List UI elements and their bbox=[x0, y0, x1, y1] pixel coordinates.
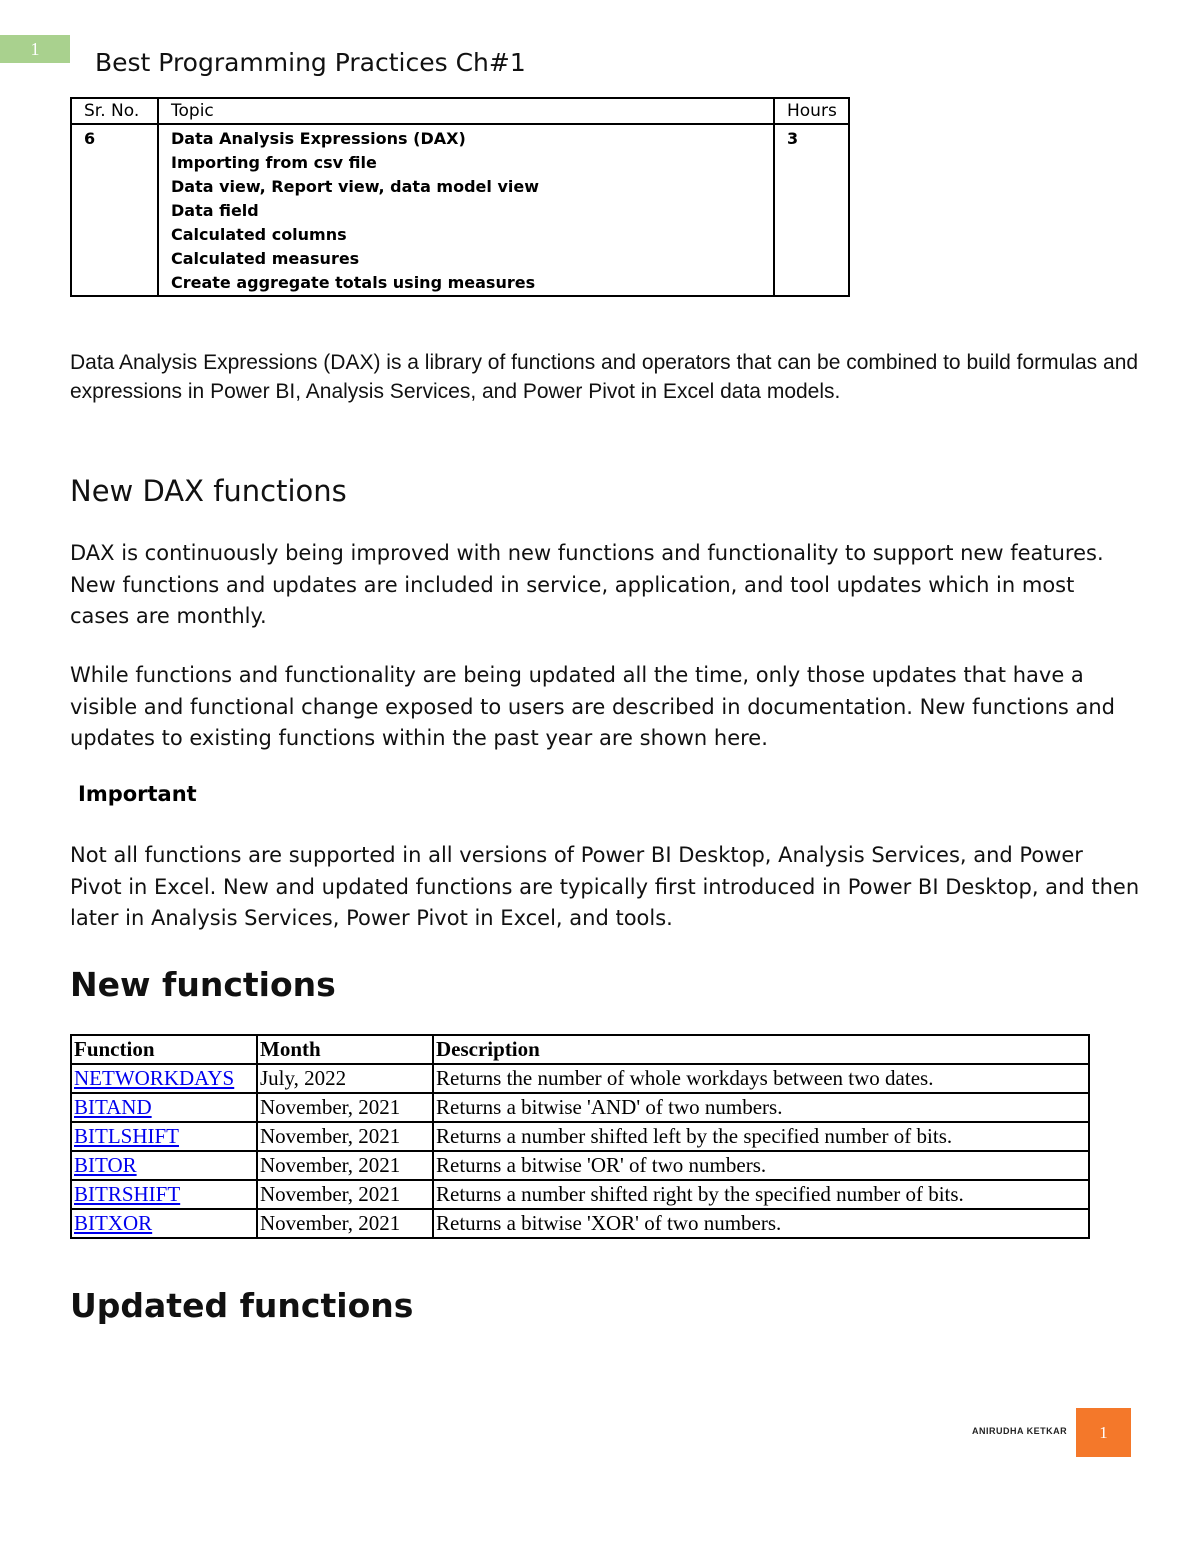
table-row bbox=[71, 1151, 1089, 1180]
function-link-bitor[interactable]: BITOR bbox=[74, 1153, 137, 1177]
topic-table-header-sr-no: Sr. No. bbox=[71, 98, 158, 124]
header-page-number-badge: 1 bbox=[0, 35, 70, 63]
footer-author: ANIRUDHA KETKAR bbox=[972, 1426, 1068, 1436]
topic-table bbox=[70, 97, 850, 297]
paragraph-improvements: DAX is continuously being improved with new functions and functionality to support new features. New functions and updates are included in service, application, and tool updates which in most cases are monthly. bbox=[70, 541, 1104, 628]
function-link-bitrshift[interactable]: BITRSHIFT bbox=[74, 1182, 181, 1206]
topic-item: Calculated columns bbox=[171, 225, 347, 244]
function-link-bitxor[interactable]: BITXOR bbox=[74, 1211, 153, 1235]
table-row bbox=[71, 1180, 1089, 1209]
month-cell: November, 2021 bbox=[257, 1180, 433, 1209]
month-cell: November, 2021 bbox=[257, 1209, 433, 1238]
topic-list-cell bbox=[158, 124, 774, 296]
table-row bbox=[71, 1093, 1089, 1122]
description-cell: Returns a bitwise 'OR' of two numbers. bbox=[433, 1151, 1089, 1180]
table-row bbox=[71, 1209, 1089, 1238]
footer-page-number-badge: 1 bbox=[1076, 1408, 1131, 1457]
month-cell: November, 2021 bbox=[257, 1093, 433, 1122]
functions-header-function: Function bbox=[71, 1035, 257, 1064]
topic-table-row bbox=[71, 124, 849, 296]
description-cell: Returns a number shifted right by the specified number of bits. bbox=[433, 1180, 1089, 1209]
topic-table-header-topic: Topic bbox=[158, 98, 774, 124]
document-header-title: Best Programming Practices Ch#1 bbox=[95, 48, 526, 77]
topic-hours-cell: 3 bbox=[774, 124, 849, 296]
topic-item: Importing from csv file bbox=[171, 153, 377, 172]
topic-item: Create aggregate totals using measures bbox=[171, 273, 536, 292]
description-cell: Returns the number of whole workdays between two dates. bbox=[433, 1064, 1089, 1093]
table-row bbox=[71, 1122, 1089, 1151]
description-cell: Returns a bitwise 'XOR' of two numbers. bbox=[433, 1209, 1089, 1238]
topic-sr-no-cell: 6 bbox=[71, 124, 158, 296]
new-dax-functions-heading: New DAX functions bbox=[70, 474, 347, 508]
topic-item: Data Analysis Expressions (DAX) bbox=[171, 129, 466, 148]
description-cell: Returns a bitwise 'AND' of two numbers. bbox=[433, 1093, 1089, 1122]
important-label: Important bbox=[78, 782, 197, 806]
new-functions-heading: New functions bbox=[70, 965, 336, 1004]
function-cell bbox=[71, 1122, 257, 1151]
topic-table-header-hours: Hours bbox=[774, 98, 849, 124]
functions-table-header-row bbox=[71, 1035, 1089, 1064]
function-link-bitlshift[interactable]: BITLSHIFT bbox=[74, 1124, 179, 1148]
description-cell: Returns a number shifted left by the specified number of bits. bbox=[433, 1122, 1089, 1151]
function-cell bbox=[71, 1093, 257, 1122]
function-cell bbox=[71, 1180, 257, 1209]
function-cell bbox=[71, 1209, 257, 1238]
function-link-networkdays[interactable]: NETWORKDAYS bbox=[74, 1066, 235, 1090]
functions-header-description: Description bbox=[433, 1035, 1089, 1064]
topic-item: Data field bbox=[171, 201, 259, 220]
table-row bbox=[71, 1064, 1089, 1093]
paragraph-support-note: Not all functions are supported in all versions of Power BI Desktop, Analysis Services, and Power Pivot in Excel. New and updated functions are typically first introduced in Power BI Desktop, and then later in Analysis Services, Power Pivot in Excel, and tools. bbox=[70, 843, 1140, 930]
function-link-bitand[interactable]: BITAND bbox=[74, 1095, 152, 1119]
month-cell: July, 2022 bbox=[257, 1064, 433, 1093]
function-cell bbox=[71, 1151, 257, 1180]
month-cell: November, 2021 bbox=[257, 1151, 433, 1180]
month-cell: November, 2021 bbox=[257, 1122, 433, 1151]
function-cell bbox=[71, 1064, 257, 1093]
paragraph-updates: While functions and functionality are being updated all the time, only those updates that have a visible and functional change exposed to users are described in documentation. New functions and updates to existing functions within the past year are shown here. bbox=[70, 663, 1116, 750]
topic-item: Data view, Report view, data model view bbox=[171, 177, 539, 196]
topic-table-header-row bbox=[71, 98, 849, 124]
updated-functions-heading: Updated functions bbox=[70, 1286, 414, 1325]
topic-item: Calculated measures bbox=[171, 249, 360, 268]
functions-table bbox=[70, 1034, 1090, 1239]
intro-paragraph: Data Analysis Expressions (DAX) is a library of functions and operators that can be combined to build formulas and expressions in Power BI, Analysis Services, and Power Pivot in Excel data models. bbox=[70, 351, 1139, 403]
functions-header-month: Month bbox=[257, 1035, 433, 1064]
